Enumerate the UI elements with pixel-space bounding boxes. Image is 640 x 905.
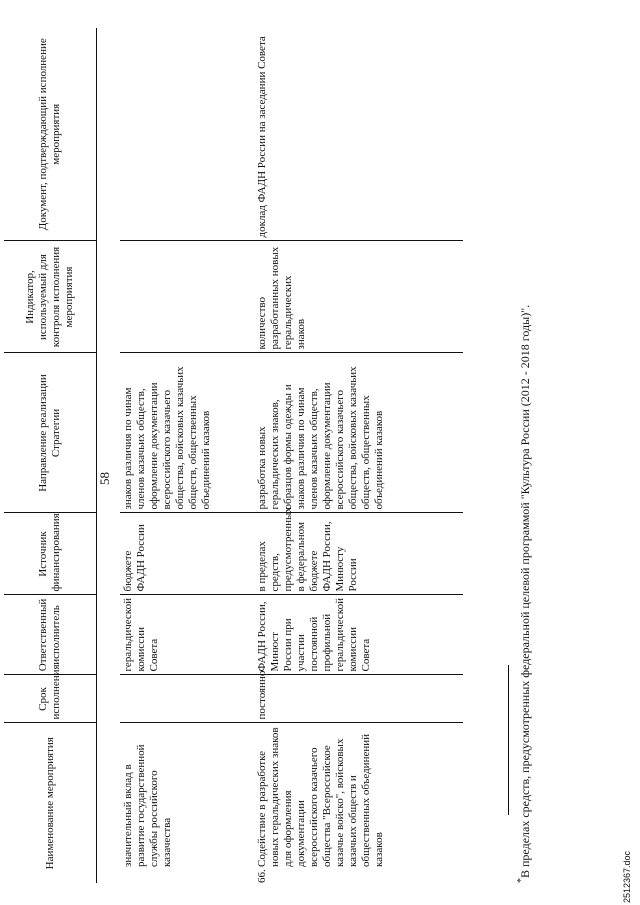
table-header — [4, 28, 97, 883]
header-executor: Ответственный исполнитель — [4, 595, 97, 675]
row1-direction: знаков различия по чинам членов казачьих обществ, оформление документации всероссийского казачьего общества, войсковых казачьих обществ, общественных объединений казаков — [120, 353, 254, 513]
header-name: Наименование мероприятия — [4, 723, 97, 883]
table-row — [120, 28, 254, 883]
header-document: Документ, подтверждающий исполнение мероприятия — [37, 38, 62, 231]
row2-document: доклад ФАДН России на заседании Совета — [256, 36, 268, 238]
page-number: 58 — [97, 472, 112, 485]
row-number: 66. — [256, 869, 268, 883]
row2-name: 66. Содействие в разработке новых геральдических знаков для оформления документации всероссийского казачьего общества "Всероссийское казачье войско", войсковых казачьих обществ и общественных объединений казаков — [254, 723, 463, 883]
footnote-mark: * — [516, 878, 527, 883]
header-term: Срок исполнения — [4, 675, 97, 723]
row2-direction: разработка новых геральдических знаков, образцов формы одежды и знаков различия по чинам членов казачьих обществ, оформление документации всероссийского казачьего общества, войсковых казачьих обществ, общественных объединений казаков — [254, 353, 463, 513]
table-row — [254, 28, 463, 883]
table-body — [120, 28, 463, 883]
document-signature: 2512367.doc — [622, 850, 632, 903]
row1-funding: бюджете ФАДН России — [120, 513, 254, 595]
row2-indicator: количество разработанных новых геральдических знаков — [254, 241, 463, 353]
footnote-rule — [508, 665, 509, 815]
row1-name: значительный вклад в развитие государственной службы российского казачества — [120, 723, 254, 883]
footnote: *В пределах средств, предусмотренных федеральной целевой программой "Культура России (2012 - 2018 годы)". — [516, 304, 532, 883]
header-direction: Направление реализации Стратегии — [4, 353, 97, 513]
row1-indicator — [120, 241, 254, 353]
row1-executor: геральдической комиссии Совета — [120, 595, 254, 675]
row1-document — [120, 28, 254, 241]
row2-executor: ФАДН России, Минюст России при участии постоянной профильной геральдической комиссии Совета — [254, 595, 463, 675]
row1-term — [120, 675, 254, 723]
header-indicator: Индикатор, используемый для контроля исполнения мероприятия — [4, 241, 97, 353]
header-funding: Источник финансирования — [4, 513, 97, 595]
row2-term: постоянно — [254, 675, 463, 723]
row2-funding: в пределах средств, предусмотренных в федеральном бюджете ФАДН России, Минюсту России — [254, 513, 463, 595]
